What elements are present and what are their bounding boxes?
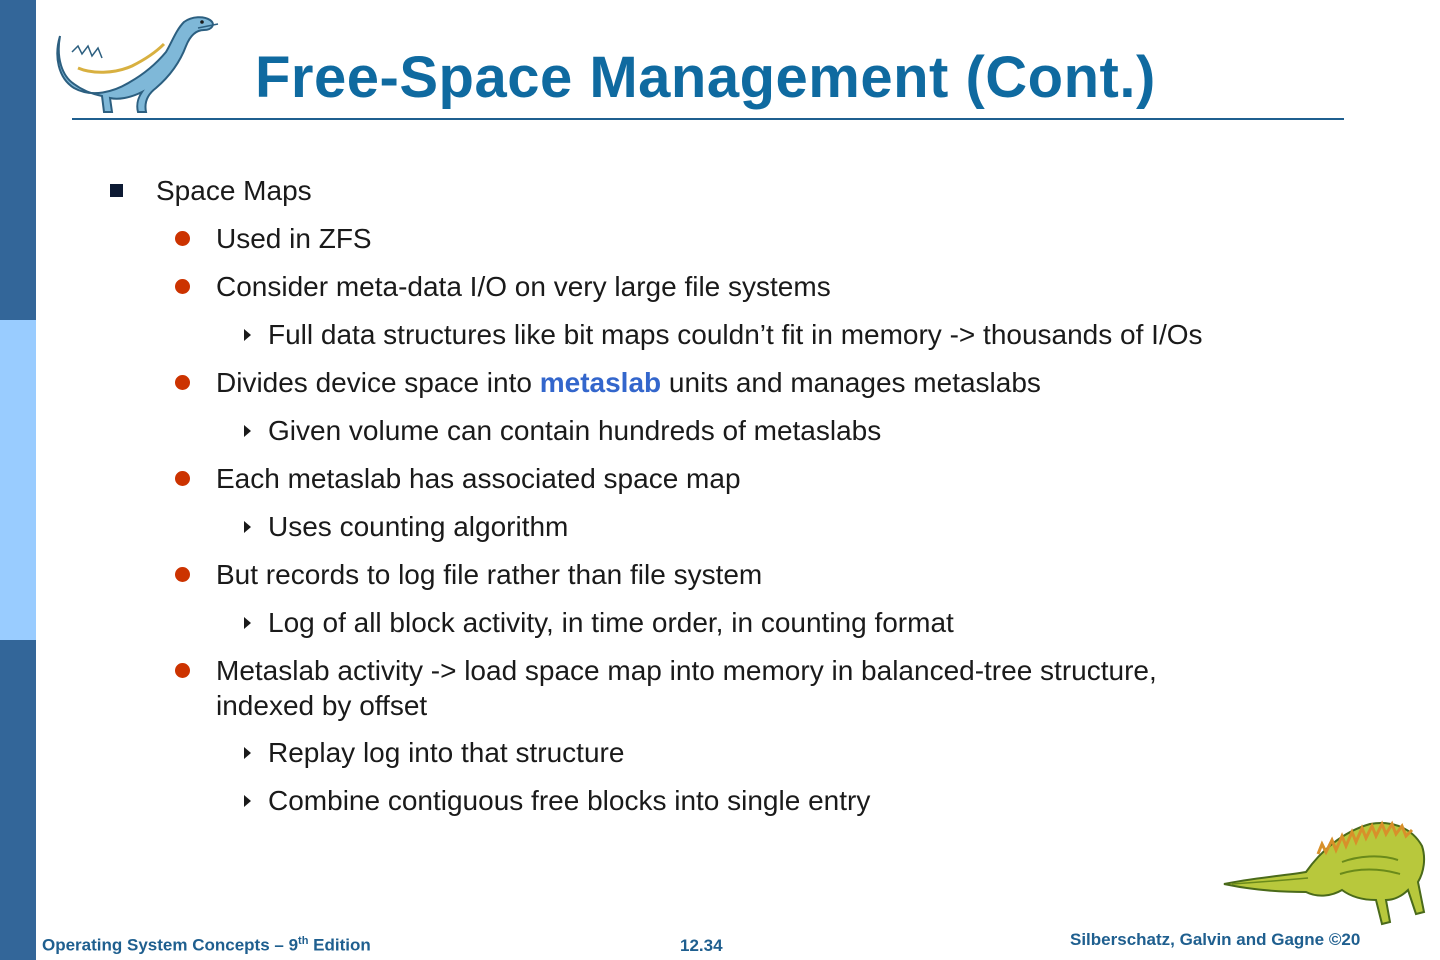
subbullet-uses-counting: Uses counting algorithm [268,511,569,542]
bullet-consider-metadata: Consider meta-data I/O on very large file systems [216,271,831,302]
bullet-but-records: But records to log file rather than file system [216,559,763,590]
bullet-space-maps: Space Maps [156,175,312,206]
subbullet-combine-contiguous: Combine contiguous free blocks into single entry [268,785,871,816]
footer-superscript: th [298,935,309,948]
bullet-divides-device-space [216,366,1041,400]
bullet-metaslab-activity-line2: indexed by offset [216,690,428,721]
bullet-metaslab-activity-line1: Metaslab activity -> load space map into memory in balanced-tree structure, [216,655,1157,686]
round-bullet-icon [175,567,190,582]
arrow-bullet-icon [244,425,251,437]
round-bullet-icon [175,231,190,246]
footer-authors: Silberschatz, Galvin and Gagne ©20 [1070,930,1361,949]
arrow-bullet-icon [244,521,251,533]
arrow-bullet-icon [244,795,251,807]
subbullet-log-of-all-block: Log of all block activity, in time order, in counting format [268,607,954,638]
bullet-each-metaslab: Each metaslab has associated space map [216,463,741,494]
subbullet-replay-log: Replay log into that structure [268,737,625,768]
subbullet-full-data-structures: Full data structures like bit maps couldn’t fit in memory -> thousands of I/Os [268,319,1203,350]
slide-title: Free-Space Management (Cont.) [255,45,1156,110]
text-segment: units and manages metaslabs [661,367,1041,398]
footer-page-number: 12.34 [680,936,723,955]
round-bullet-icon [175,375,190,390]
round-bullet-icon [175,471,190,486]
square-bullet-icon [110,184,123,197]
dinosaur-illustration-icon [1222,812,1428,930]
arrow-bullet-icon [244,329,251,341]
footer-text: Operating System Concepts – 9 [42,936,299,955]
text-segment: Divides device space into [216,367,540,398]
highlighted-term-metaslab: metaslab [539,367,662,398]
arrow-bullet-icon [244,617,251,629]
bullet-used-in-zfs: Used in ZFS [216,223,372,254]
arrow-bullet-icon [244,747,251,759]
subbullet-given-volume: Given volume can contain hundreds of metaslabs [268,415,882,446]
footer-book-title [42,935,371,956]
round-bullet-icon [175,663,190,678]
round-bullet-icon [175,279,190,294]
footer-text: Edition [308,936,371,955]
